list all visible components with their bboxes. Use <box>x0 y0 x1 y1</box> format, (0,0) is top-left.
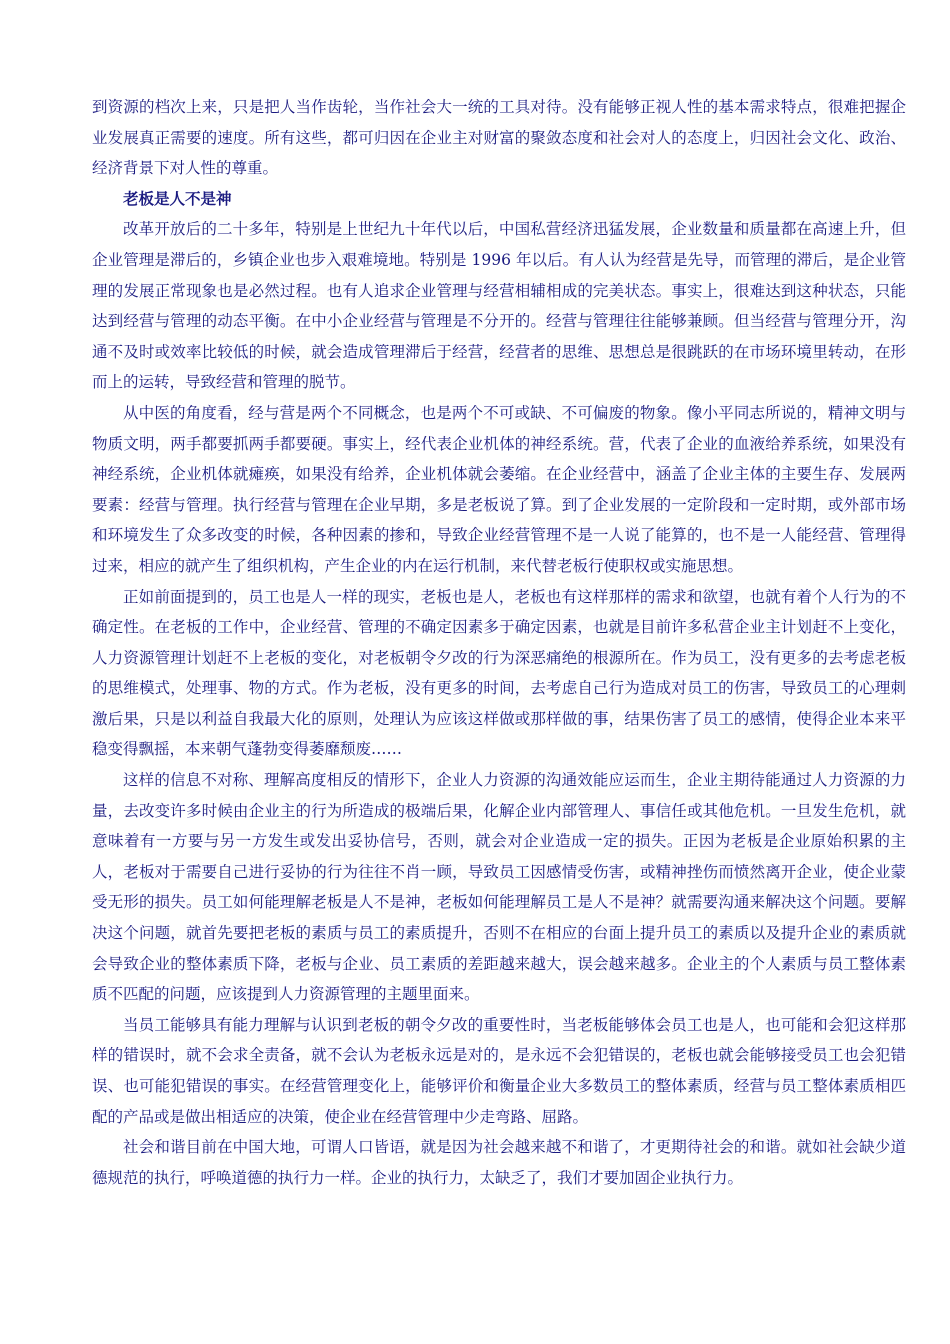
paragraph: 社会和谐目前在中国大地，可谓人口皆语，就是因为社会越来越不和谐了，才更期待社会的和谐。就如社会缺少道德规范的执行，呼唤道德的执行力一样。企业的执行力，太缺乏了，我们才要加固企业执行力。 <box>92 1138 906 1187</box>
document-body <box>92 92 906 1193</box>
paragraph: 正如前面提到的，员工也是人一样的现实，老板也是人，老板也有这样那样的需求和欲望，也就有着个人行为的不确定性。在老板的工作中，企业经营、管理的不确定因素多于确定因素，也就是目前许多私营企业主计划赶不上变化，人力资源管理计划赶不上老板的变化，对老板朝令夕改的行为深恶痛绝的根源所在。作为员工，没有更多的去考虑老板的思维模式，处理事、物的方式。作为老板，没有更多的时间，去考虑自己行为造成对员工的伤害，导致员工的心理刺激后果，只是以利益自我最大化的原则，处理认为应该这样做或那样做的事，结果伤害了员工的感情，使得企业本来平稳变得飘摇，本来朝气蓬勃变得萎靡颓废…… <box>92 587 906 759</box>
paragraph-continuation: 到资源的档次上来，只是把人当作齿轮，当作社会大一统的工具对待。没有能够正视人性的基本需求特点，很难把握企业发展真正需要的速度。所有这些，都可归因在企业主对财富的聚敛态度和社会对人的态度上，归因社会文化、政治、经济背景下对人性的尊重。 <box>92 98 906 178</box>
section-heading: 老板是人不是神 <box>123 188 232 208</box>
paragraph: 当员工能够具有能力理解与认识到老板的朝令夕改的重要性时，当老板能够体会员工也是人，也可能和会犯这样那样的错误时，就不会求全责备，就不会认为老板永远是对的，是永远不会犯错误的，老板也就会能够接受员工也会犯错误、也可能犯错误的事实。在经营管理变化上，能够评价和衡量企业大多数员工的整体素质，经营与员工整体素质相匹配的产品或是做出相适应的决策，使企业在经营管理中少走弯路、屈路。 <box>92 1015 906 1126</box>
paragraph: 这样的信息不对称、理解高度相反的情形下，企业人力资源的沟通效能应运而生，企业主期待能通过人力资源的力量，去改变许多时候由企业主的行为所造成的极端后果，化解企业内部管理人、事信任或其他危机。一旦发生危机，就意味着有一方要与另一方发生或发出妥协信号，否则，就会对企业造成一定的损失。正因为老板是企业原始积累的主人，老板对于需要自己进行妥协的行为往往不肖一顾，导致员工因感情受伤害，或精神挫伤而愤然离开企业，使企业蒙受无形的损失。员工如何能理解老板是人不是神，老板如何能理解员工是人不是神？就需要沟通来解决这个问题。要解决这个问题，就首先要把老板的素质与员工的素质提升，否则不在相应的台面上提升员工的素质以及提升企业的素质就会导致企业的整体素质下降，老板与企业、员工素质的差距越来越大，误会越来越多。企业主的个人素质与员工整体素质不匹配的问题，应该提到人力资源管理的主题里面来。 <box>92 771 906 1004</box>
paragraph: 从中医的角度看，经与营是两个不同概念，也是两个不可或缺、不可偏废的物象。像小平同志所说的，精神文明与物质文明，两手都要抓两手都要硬。事实上，经代表企业机体的神经系统。营，代表了企业的血液给养系统，如果没有神经系统，企业机体就瘫痪，如果没有给养，企业机体就会萎缩。在企业经营中，涵盖了企业主体的主要生存、发展两要素：经营与管理。执行经营与管理在企业早期，多是老板说了算。到了企业发展的一定阶段和一定时期，或外部市场和环境发生了众多改变的时候，各种因素的掺和，导致企业经营管理不是一人说了能算的，也不是一人能经营、管理得过来，相应的就产生了组织机构，产生企业的内在运行机制，来代替老板行使职权或实施思想。 <box>92 403 906 575</box>
paragraph: 改革开放后的二十多年，特别是上世纪九十年代以后，中国私营经济迅猛发展，企业数量和质量都在高速上升，但企业管理是滞后的，乡镇企业也步入艰难境地。特别是 1996 年以后。有人认为经营是先导，而管理的滞后，是企业管理的发展正常现象也是必然过程。也有人追求企业管理与经营相辅相成的完美状态。事实上，很难达到这种状态，只能达到经营与管理的动态平衡。在中小企业经营与管理是不分开的。经营与管理往往能够兼顾。但当经营与管理分开，沟通不及时或效率比较低的时候，就会造成管理滞后于经营，经营者的思维、思想总是很跳跃的在市场环境里转动，在形而上的运转，导致经营和管理的脱节。 <box>92 220 906 392</box>
